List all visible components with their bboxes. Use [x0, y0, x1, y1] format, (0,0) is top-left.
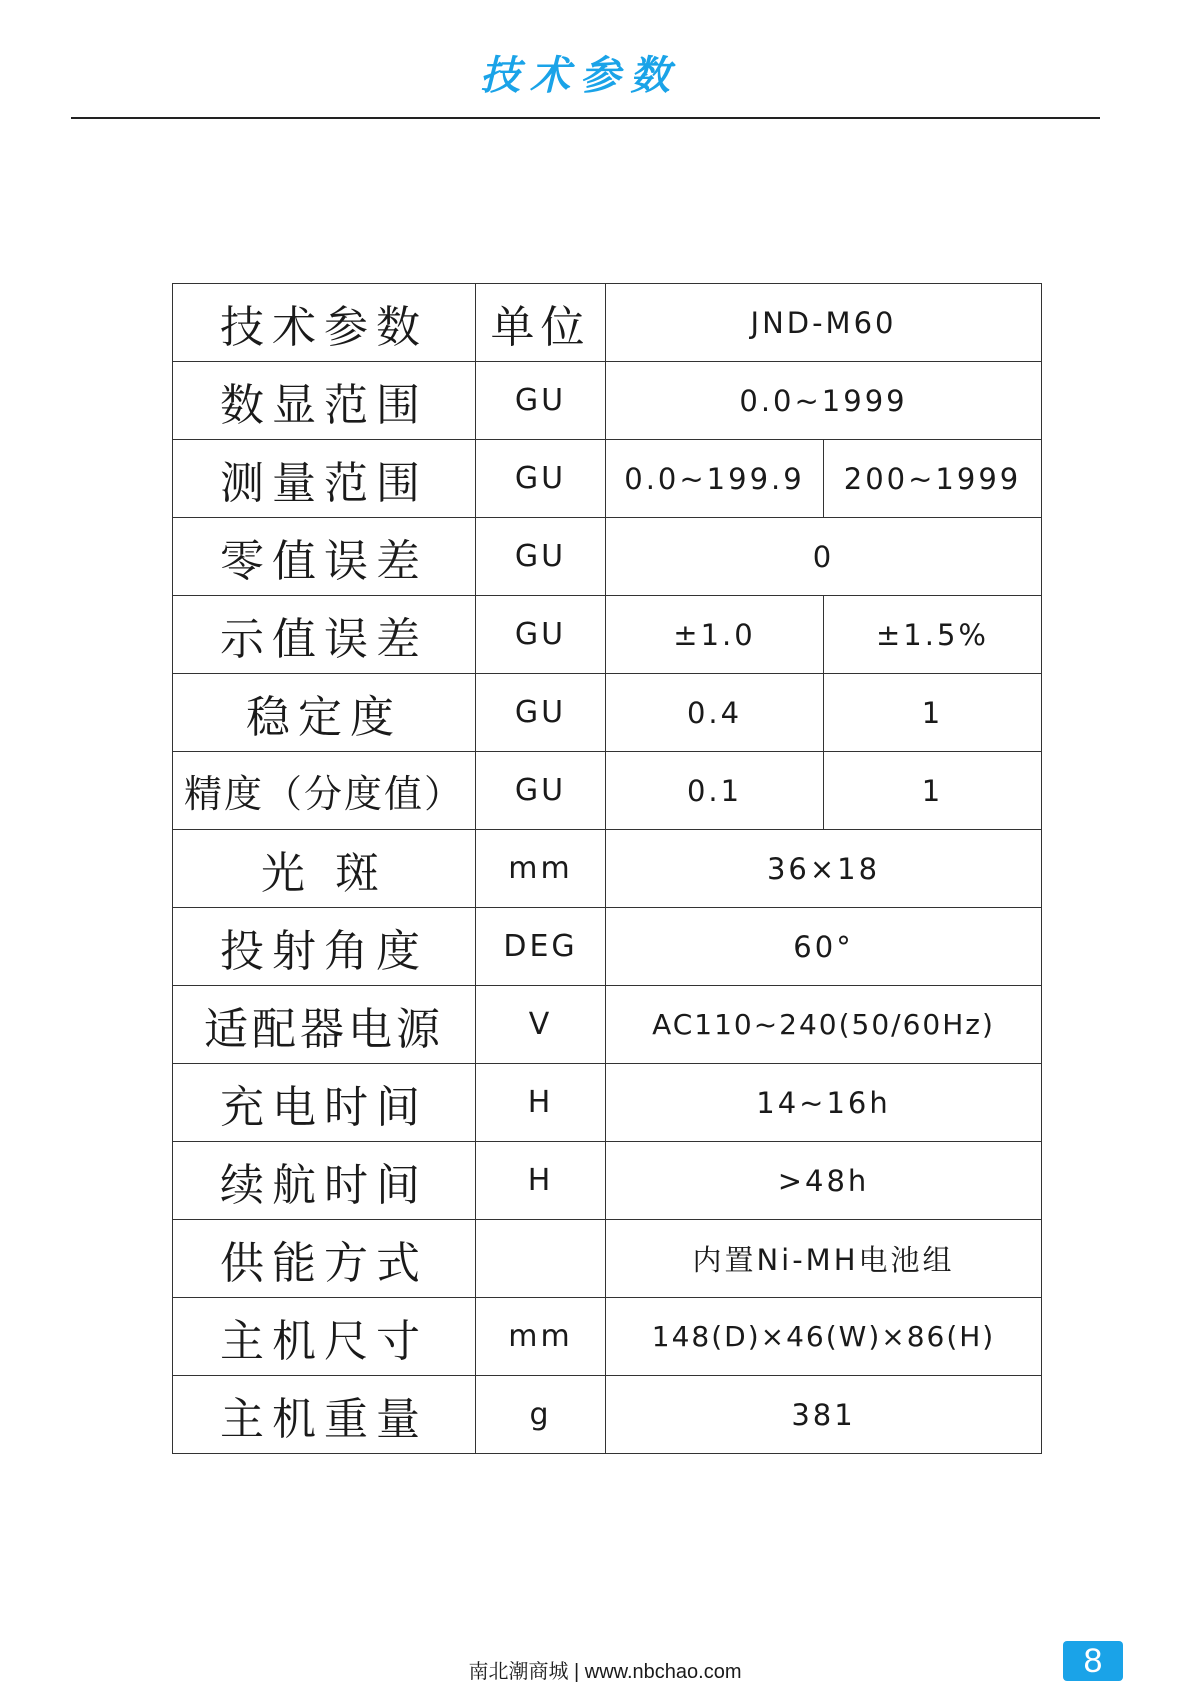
value-cell: AC110~240(50/60Hz) — [606, 986, 1042, 1064]
header-param-cell: 技术参数 — [173, 284, 476, 362]
value-cell: 14~16h — [606, 1064, 1042, 1142]
table-row — [173, 1298, 1042, 1376]
unit-cell: DEG — [476, 908, 606, 986]
table-row — [173, 518, 1042, 596]
table-row — [173, 1376, 1042, 1454]
title-divider — [71, 117, 1100, 119]
footer-site-link[interactable]: 南北潮商城 | www.nbchao.com — [468, 1661, 742, 1683]
param-cell: 稳定度 — [173, 674, 476, 752]
value-cell: >48h — [606, 1142, 1042, 1220]
param-cell: 续航时间 — [173, 1142, 476, 1220]
unit-cell — [476, 1220, 606, 1298]
table-header-row — [173, 284, 1042, 362]
unit-cell: H — [476, 1142, 606, 1220]
unit-cell: GU — [476, 596, 606, 674]
param-cell: 精度（分度值） — [173, 752, 476, 830]
table-row — [173, 908, 1042, 986]
value-cell: 148(D)×46(W)×86(H) — [606, 1298, 1042, 1376]
value-cell-a: 0.1 — [606, 752, 824, 830]
param-cell: 适配器电源 — [173, 986, 476, 1064]
param-cell: 零值误差 — [173, 518, 476, 596]
table-row — [173, 1064, 1042, 1142]
param-cell: 供能方式 — [173, 1220, 476, 1298]
unit-cell: V — [476, 986, 606, 1064]
table-row — [173, 1142, 1042, 1220]
param-cell: 测量范围 — [173, 440, 476, 518]
unit-cell: mm — [476, 1298, 606, 1376]
table-row — [173, 674, 1042, 752]
value-cell-a: ±1.0 — [606, 596, 824, 674]
value-cell: 0.0~1999 — [606, 362, 1042, 440]
param-cell: 主机重量 — [173, 1376, 476, 1454]
value-cell-b: 1 — [824, 674, 1042, 752]
unit-cell: GU — [476, 440, 606, 518]
page-title: 技术参数 — [480, 52, 680, 99]
unit-cell: H — [476, 1064, 606, 1142]
table-row — [173, 440, 1042, 518]
value-cell: 60° — [606, 908, 1042, 986]
value-cell-b: 200~1999 — [824, 440, 1042, 518]
table-row — [173, 362, 1042, 440]
table-row — [173, 986, 1042, 1064]
header-model-cell: JND-M60 — [606, 284, 1042, 362]
unit-cell: GU — [476, 518, 606, 596]
spec-table — [172, 283, 1042, 1454]
table-row — [173, 830, 1042, 908]
table-row — [173, 596, 1042, 674]
value-cell-a: 0.0~199.9 — [606, 440, 824, 518]
value-cell: 内置Ni-MH电池组 — [606, 1220, 1042, 1298]
param-cell: 数显范围 — [173, 362, 476, 440]
page-number-badge: 8 — [1063, 1641, 1123, 1681]
table-row — [173, 1220, 1042, 1298]
param-cell: 示值误差 — [173, 596, 476, 674]
unit-cell: mm — [476, 830, 606, 908]
value-cell: 36×18 — [606, 830, 1042, 908]
value-cell-b: ±1.5% — [824, 596, 1042, 674]
value-cell-a: 0.4 — [606, 674, 824, 752]
unit-cell: g — [476, 1376, 606, 1454]
unit-cell: GU — [476, 674, 606, 752]
unit-cell: GU — [476, 752, 606, 830]
value-cell: 381 — [606, 1376, 1042, 1454]
unit-cell: GU — [476, 362, 606, 440]
param-cell: 主机尺寸 — [173, 1298, 476, 1376]
table-row — [173, 752, 1042, 830]
param-cell: 充电时间 — [173, 1064, 476, 1142]
param-cell: 投射角度 — [173, 908, 476, 986]
header-unit-cell: 单位 — [476, 284, 606, 362]
value-cell-b: 1 — [824, 752, 1042, 830]
value-cell: 0 — [606, 518, 1042, 596]
param-cell: 光 斑 — [173, 830, 476, 908]
